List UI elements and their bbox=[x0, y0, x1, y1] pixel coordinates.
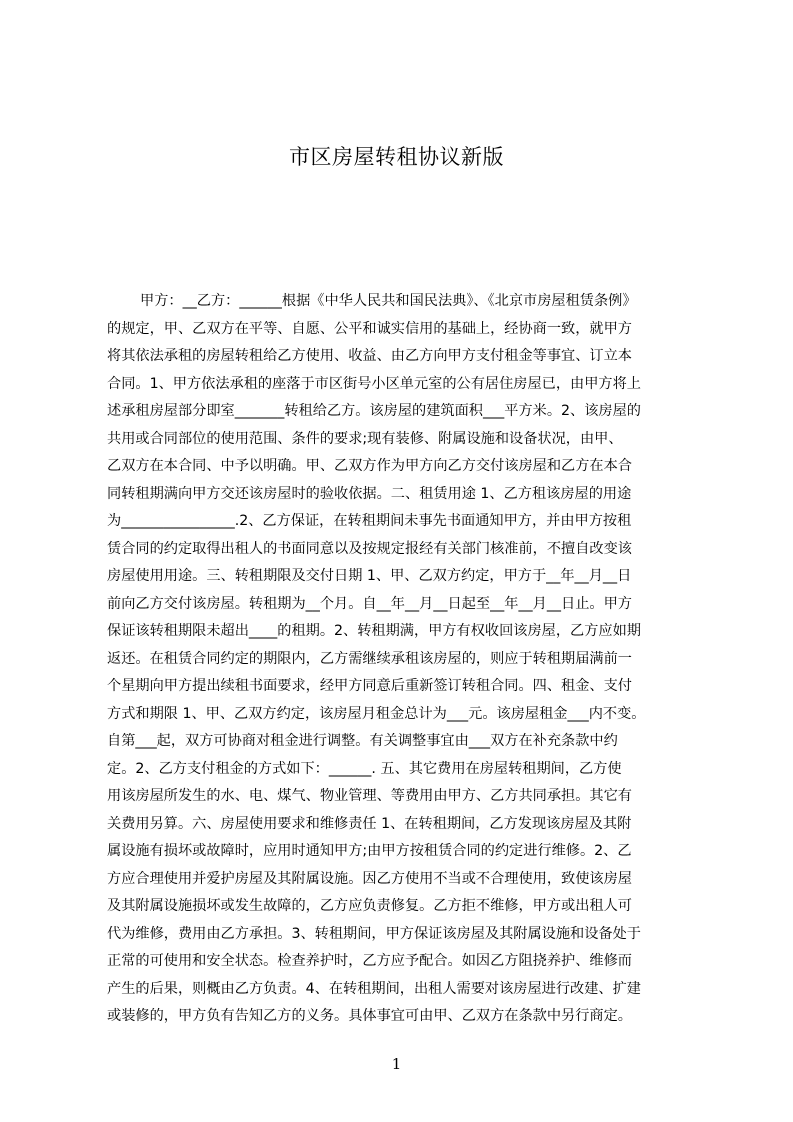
body-line: 产生的后果，则概由乙方负责。4、在转租期间，出租人需要对该房屋进行改建、扩建 bbox=[107, 980, 641, 997]
body-line: 的规定，甲、乙双方在平等、自愿、公平和诚实信用的基础上，经协商一致，就甲方 bbox=[107, 320, 632, 337]
body-line: 方应合理使用并爱护房屋及其附属设施。因乙方使用不当或不合理使用，致使该房屋 bbox=[107, 870, 632, 887]
body-line: 为________________.2、乙方保证，在转租期间未事先书面通知甲方，并由甲方按租 bbox=[107, 513, 632, 529]
body-line: 自第___起，双方可协商对租金进行调整。有关调整事宜由___双方在补充条款中约 bbox=[107, 733, 618, 749]
body-line: 定。2、乙方支付租金的方式如下：______. 五、其它费用在房屋转租期间，乙方使 bbox=[107, 760, 622, 777]
body-line: 及其附属设施损坏或发生故障的，乙方应负责修复。乙方拒不维修，甲方或出租人可 bbox=[107, 898, 632, 914]
page-number: 1 bbox=[391, 1055, 402, 1073]
body-line: 前向乙方交付该房屋。转租期为__个月。自__年__月__日起至__年__月__日止。甲方 bbox=[107, 595, 632, 612]
body-line: 或装修的，甲方负有告知乙方的义务。具体事宜可由甲、乙双方在条款中另行商定。 bbox=[107, 1008, 632, 1024]
document-title: 市区房屋转租协议新版 bbox=[289, 145, 504, 169]
body-line: 返还。在租赁合同约定的期限内，乙方需继续承租该房屋的，则应于转租期届满前一 bbox=[107, 650, 632, 667]
document-body bbox=[107, 288, 697, 1031]
body-line: 个星期向甲方提出续租书面要求，经甲方同意后重新签订转租合同。四、租金、支付 bbox=[107, 678, 632, 694]
body-line: 正常的可使用和安全状态。检查养护时，乙方应予配合。如因乙方阻挠养护、维修而 bbox=[107, 953, 632, 969]
body-line: 述承租房屋部分即室_______转租给乙方。该房屋的建筑面积___平方米。2、该房屋的 bbox=[107, 403, 641, 419]
body-line: 合同。1、甲方依法承租的座落于市区街号小区单元室的公有居住房屋已，由甲方将上 bbox=[107, 375, 641, 392]
body-line: 保证该转租期限未超出____的租期。2、转租期满，甲方有权收回该房屋，乙方应如期 bbox=[107, 623, 641, 639]
body-line: 方式和期限 1、甲、乙双方约定，该房屋月租金总计为___元。该房屋租金___内不变。 bbox=[107, 705, 646, 722]
body-line: 房屋使用用途。三、转租期限及交付日期 1、甲、乙双方约定，甲方于__年__月__日 bbox=[107, 568, 632, 584]
body-line: 同转租期满向甲方交还该房屋时的验收依据。二、租赁用途 1、乙方租该房屋的用途 bbox=[107, 485, 632, 502]
body-line: 代为维修，费用由乙方承担。3、转租期间，甲方保证该房屋及其附属设施和设备处于 bbox=[107, 925, 641, 942]
body-line: 属设施有损坏或故障时，应用时通知甲方;由甲方按租赁合同的约定进行维修。2、乙 bbox=[107, 843, 632, 859]
body-line: 甲方：__乙方：______根据《中华人民共和国民法典》、《北京市房屋租赁条例》 bbox=[140, 293, 637, 309]
body-line: 关费用另算。六、房屋使用要求和维修责任 1、在转租期间，乙方发现该房屋及其附 bbox=[107, 815, 632, 832]
body-line: 共用或合同部位的使用范围、条件的要求;现有装修、附属设施和设备状况，由甲、 bbox=[107, 430, 623, 447]
body-line: 用该房屋所发生的水、电、煤气、物业管理、等费用由甲方、乙方共同承担。其它有 bbox=[107, 788, 632, 804]
body-line: 赁合同的约定取得出租人的书面同意以及按规定报经有关部门核准前，不擅自改变该 bbox=[107, 540, 632, 557]
body-line: 乙双方在本合同、中予以明确。甲、乙双方作为甲方向乙方交付该房屋和乙方在本合 bbox=[107, 458, 632, 474]
body-line: 将其依法承租的房屋转租给乙方使用、收益、由乙方向甲方支付租金等事宜、订立本 bbox=[107, 348, 632, 364]
